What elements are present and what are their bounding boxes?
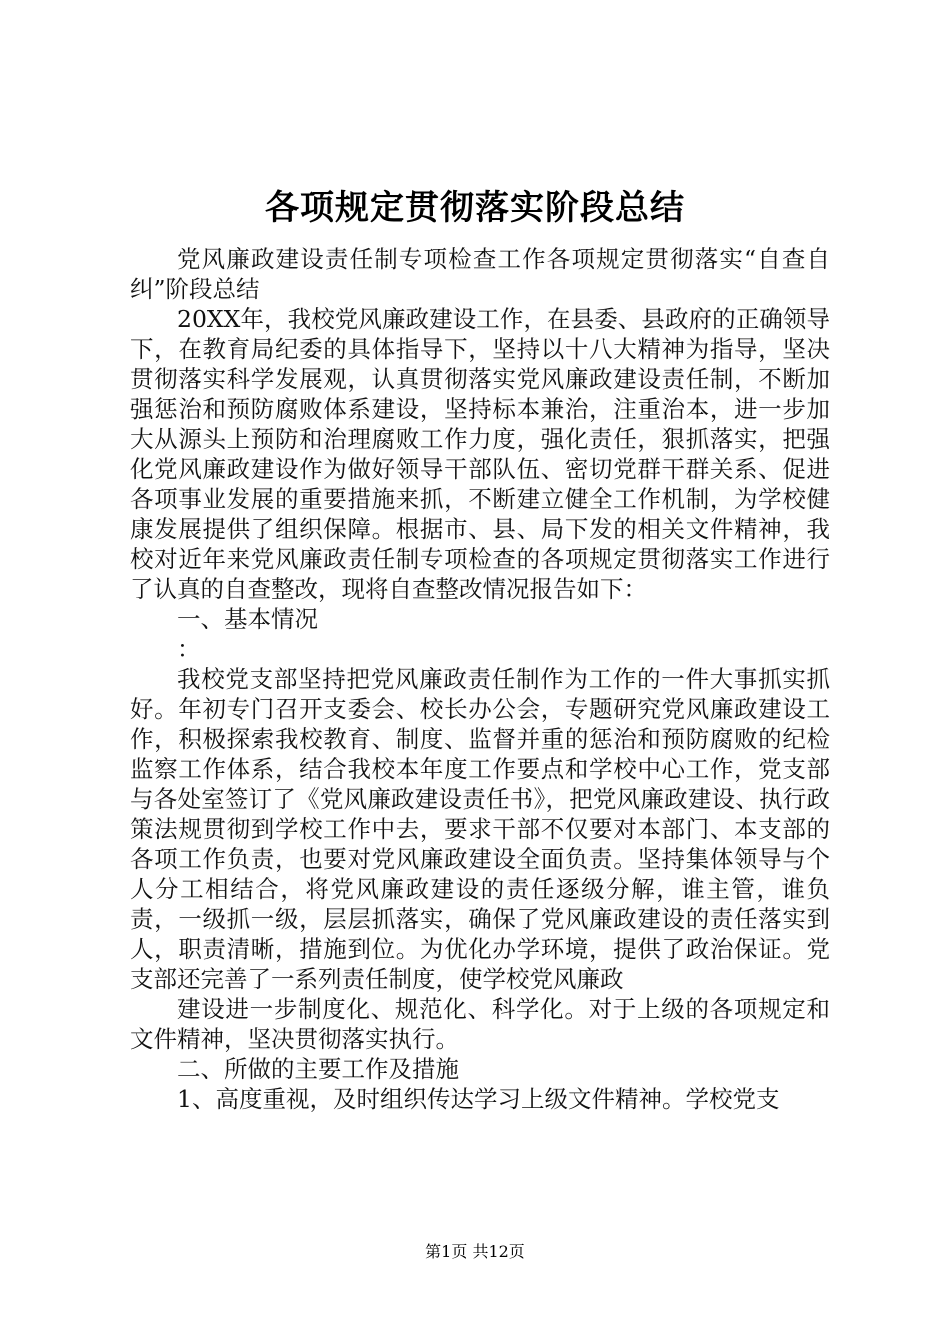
section-heading: 一、基本情况 [177, 605, 318, 633]
body-paragraph: 我校党支部坚持把党风廉政责任制作为工作的一件大事抓实抓好。年初专门召开支委会、校长办公会，专题研究党风廉政建设工作，积极探索我校教育、制度、监督并重的惩治和预防腐败的纪检监察工作体系，结合我校本年度工作要点和学校中心工作，党支部与各处室签订了《党风廉政建设责任书》，把党风廉政建设、执行政策法规贯彻到学校工作中去，要求干部不仅要对本部门、本支部的各项工作负责，也要对党风廉政建设全面负责。坚持集体领导与个人分工相结合，将党风廉政建设的责任逐级分解，谁主管，谁负责，一级抓一级，层层抓落实，确保了党风廉政建设的责任落实到人，职责清晰，措施到位。为优化办学环境，提供了政治保证。党支部还完善了一系列责任制度，使学校党风廉政 [130, 665, 830, 993]
subtitle-paragraph: 党风廉政建设责任制专项检查工作各项规定贯彻落实“自查自纠”阶段总结 [130, 245, 830, 303]
body-paragraph: 1、高度重视，及时组织传达学习上级文件精神。学校党支 [177, 1085, 780, 1113]
body-paragraph: 建设进一步制度化、规范化、科学化。对于上级的各项规定和文件精神，坚决贯彻落实执行。 [130, 995, 830, 1053]
section-heading: 二、所做的主要工作及措施 [177, 1055, 459, 1083]
body-paragraph: 20XX年，我校党风廉政建设工作，在县委、县政府的正确领导下，在教育局纪委的具体指导下，坚持以十八大精神为指导，坚决贯彻落实科学发展观，认真贯彻落实党风廉政建设责任制，不断加强惩治和预防腐败体系建设，坚持标本兼治，注重治本，进一步加大从源头上预防和治理腐败工作力度，强化责任，狠抓落实，把强化党风廉政建设作为做好领导干部队伍、密切党群干群关系、促进各项事业发展的重要措施来抓，不断建立健全工作机制，为学校健康发展提供了组织保障。根据市、县、局下发的相关文件精神，我校对近年来党风廉政责任制专项检查的各项规定贯彻落实工作进行了认真的自查整改，现将自查整改情况报告如下： [130, 305, 830, 603]
body-paragraph: ： [177, 635, 201, 663]
page-footer: 第1页 共12页 [425, 1242, 525, 1261]
document-title: 各项规定贯彻落实阶段总结 [265, 188, 685, 228]
document-body [130, 244, 830, 1114]
